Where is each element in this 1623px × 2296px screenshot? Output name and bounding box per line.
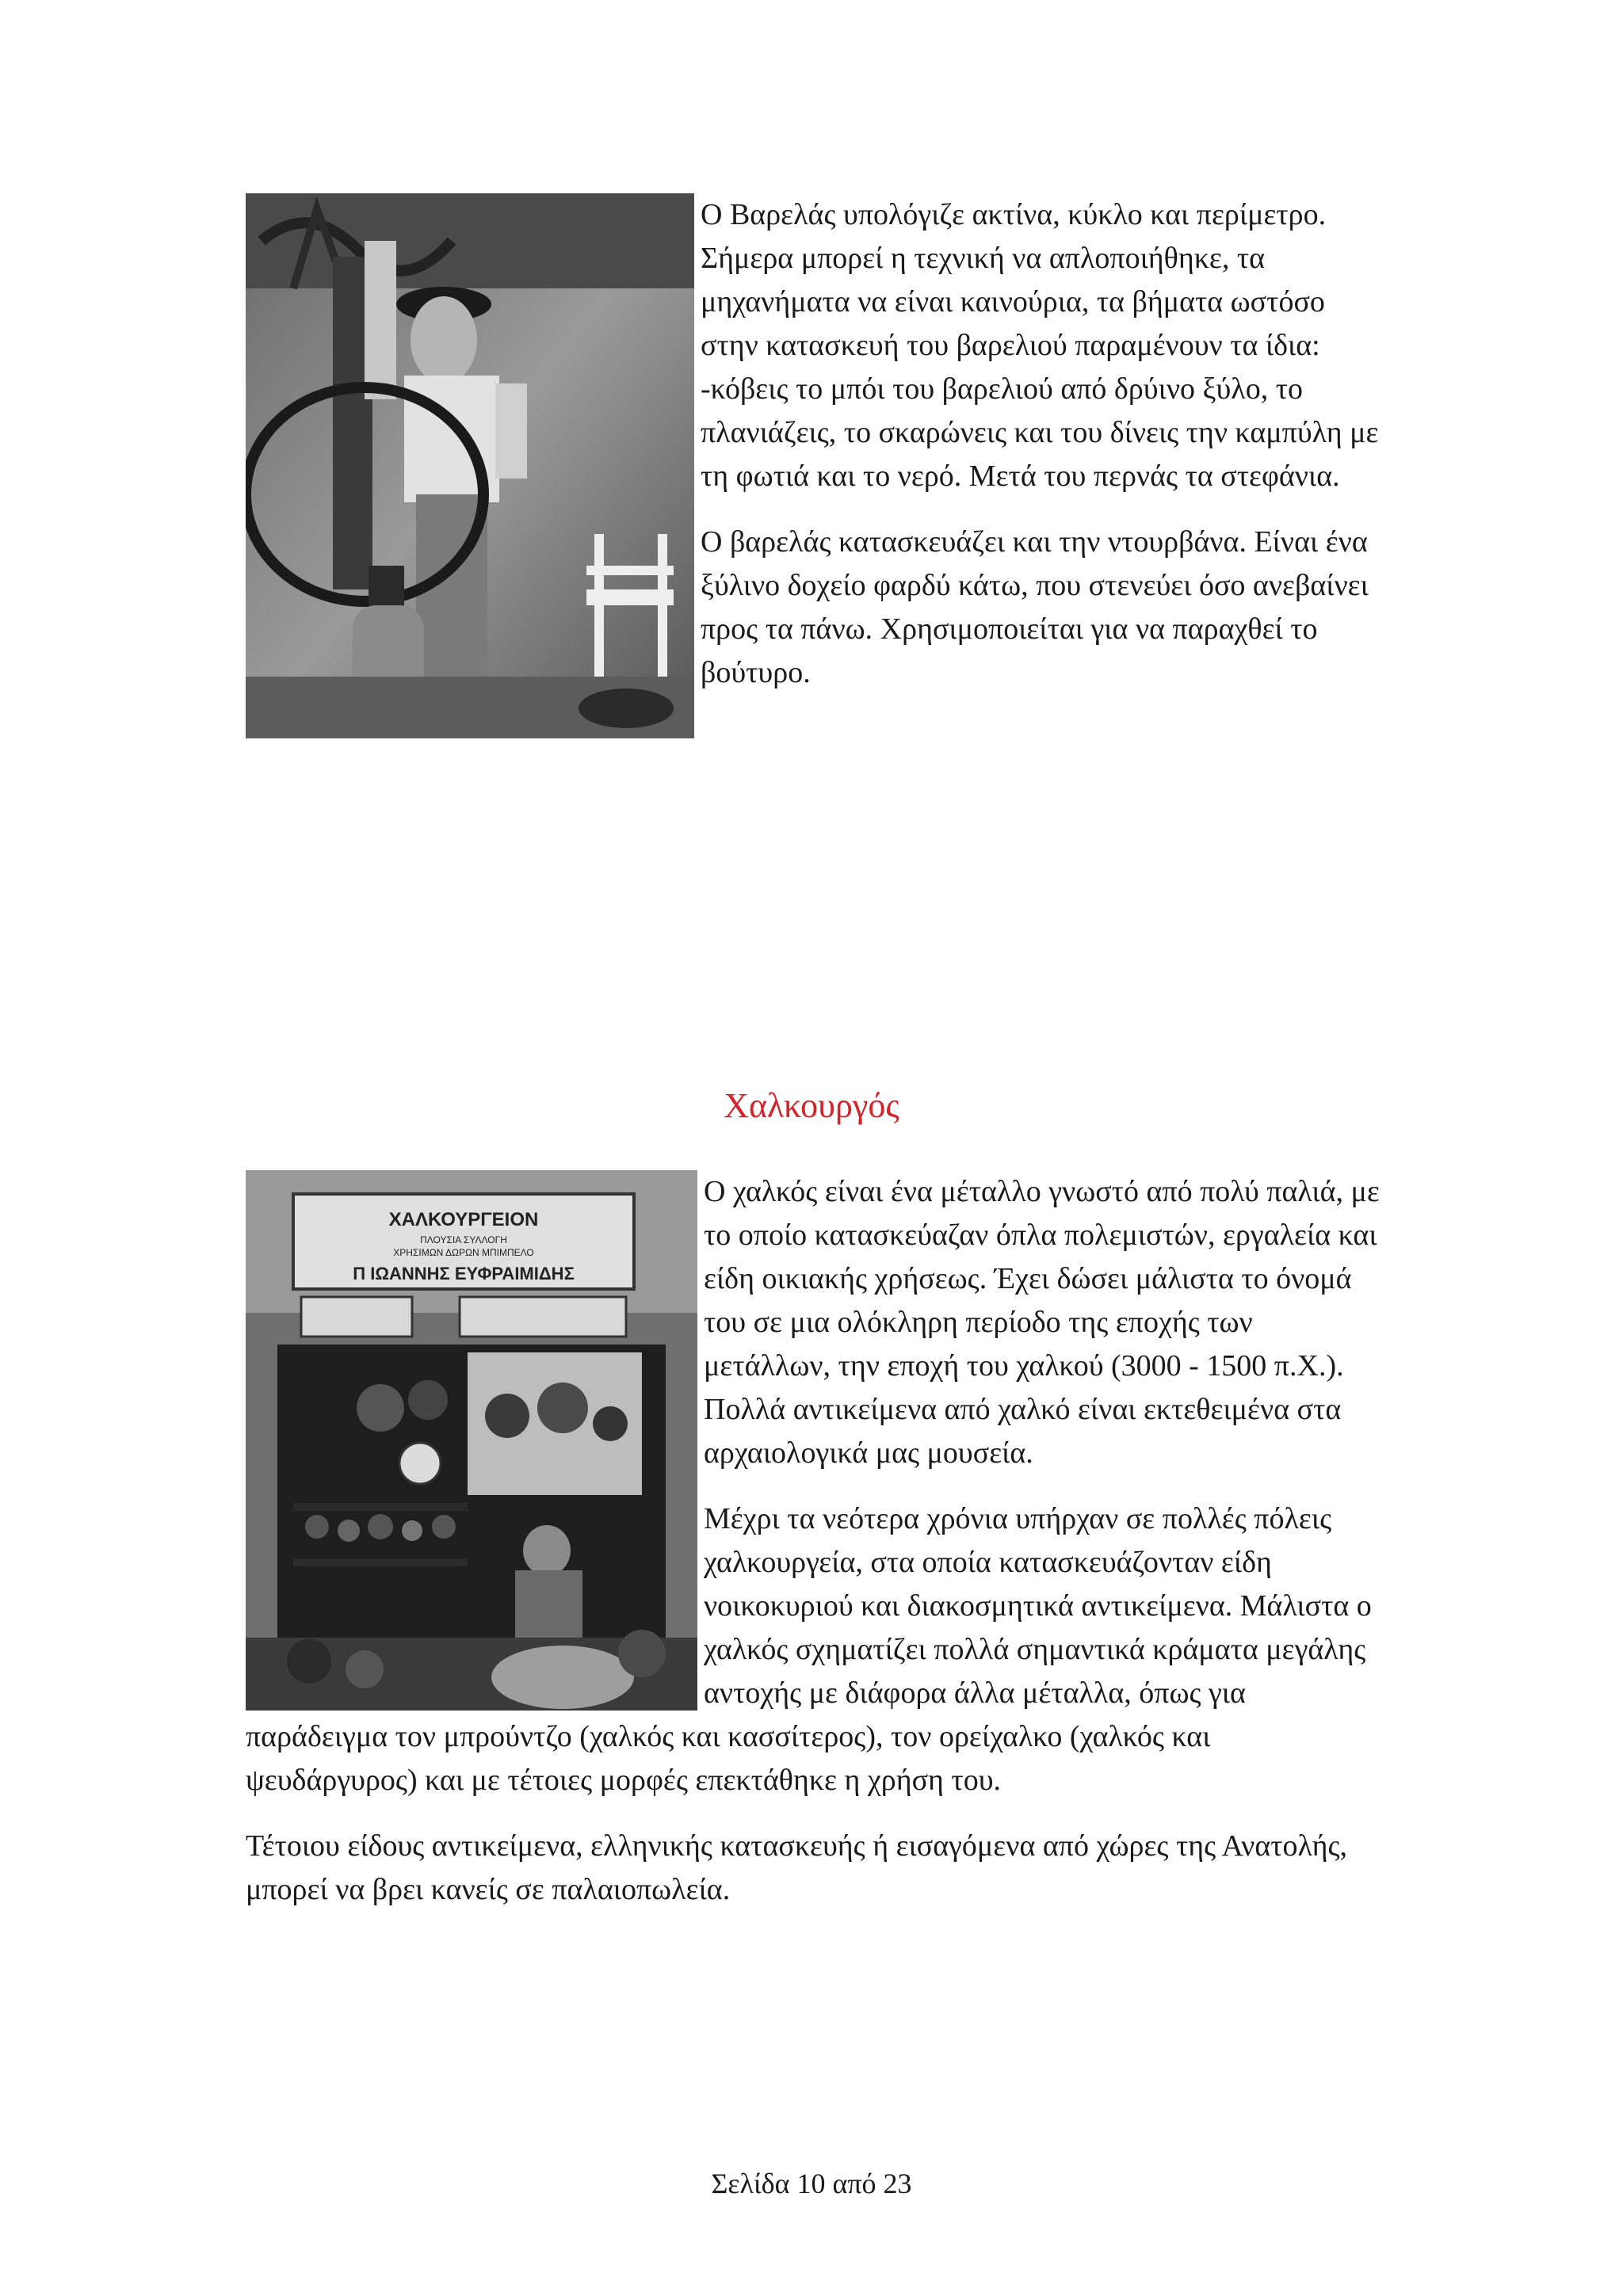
page-number-footer: Σελίδα 10 από 23 (711, 2168, 912, 2199)
section-coppersmith (246, 1170, 1387, 1934)
barrel-maker-photo (246, 193, 694, 738)
shop-sign-owner: Π ΙΩΑΝΝΗΣ ΕΥΦΡΑΙΜΙΔΗΣ (353, 1264, 575, 1283)
barrel-paragraph-1: Ο Βαρελάς υπολόγιζε ακτίνα, κύκλο και περίμετρο. Σήμερα μπορεί η τεχνική να απλοποιήθηκε, τα μηχανήματα να είναι καινούρια, τα βήματα ωστόσο στην κατασκευή του βαρελιού παραμένουν τα ίδια: -κόβεις το μπόι του βαρελιού από δρύινο ξύλο, το πλανιάζεις, το σκαρώνεις και του δίνεις την καμπύλη με τη φωτιά και το νερό. Μετά του περνάς τα στεφάνια. (701, 198, 1379, 493)
section-heading-coppersmith: Χαλκουργός (724, 1086, 899, 1125)
shop-sign-title: ΧΑΛΚΟΥΡΓΕΙΟΝ (388, 1209, 539, 1230)
barrel-paragraph-2: Ο βαρελάς κατασκευάζει και την ντουρβάνα. Είναι ένα ξύλινο δοχείο φαρδύ κάτω, που στενεύει όσο ανεβαίνει προς τα πάνω. Χρησιμοποιείται για να παραχθεί το βούτυρο. (701, 525, 1369, 689)
copper-shop-illustration (246, 1170, 697, 1711)
section-barrel-maker (246, 193, 1387, 738)
copper-paragraph-2: Μέχρι τα νεότερα χρόνια υπήρχαν σε πολλές πόλεις χαλκουργεία, στα οποία κατασκευάζονταν είδη νοικοκυριού και διακοσμητικά αντικείμενα. Μάλιστα ο χαλκός σχηματίζει πολλά σημαντικά κράματα μεγάλης αντοχής με διάφορα άλλα μέταλλα, όπως για παράδειγμα τον μπρούντζο (χαλκός και κασσίτερος), τον ορείχαλκο (χαλκός και ψευδάργυρος) και με τέτοιες μορφές επεκτάθηκε η χρήση του. (246, 1502, 1372, 1797)
copper-paragraph-3: Τέτοιου είδους αντικείμενα, ελληνικής κατασκευής ή εισαγόμενα από χώρες της Ανατολής, μπορεί να βρει κανείς σε παλαιοπωλεία. (246, 1829, 1348, 1906)
copper-shop-photo (246, 1170, 697, 1711)
shop-sign-subtitle: ΠΛΟΥΣΙΑ ΣΥΛΛΟΓΗ (420, 1234, 507, 1245)
barrel-maker-illustration (246, 193, 694, 738)
copper-paragraph-1: Ο χαλκός είναι ένα μέταλλο γνωστό από πολύ παλιά, με το οποίο κατασκεύαζαν όπλα πολεμιστών, εργαλεία και είδη οικιακής χρήσεως. Έχει δώσει μάλιστα το όνομά του σε μια ολόκληρη περίοδο της εποχής των μετάλλων, την εποχή του χαλκού (3000 - 1500 π.Χ.). Πολλά αντικείμενα από χαλκό είναι εκτεθειμένα στα αρχαιολογικά μας μουσεία. (704, 1175, 1380, 1470)
shop-sign-subtitle-2: ΧΡΗΣΙΜΩΝ ΔΩΡΩΝ ΜΠΙΜΠΕΛΟ (393, 1247, 534, 1258)
